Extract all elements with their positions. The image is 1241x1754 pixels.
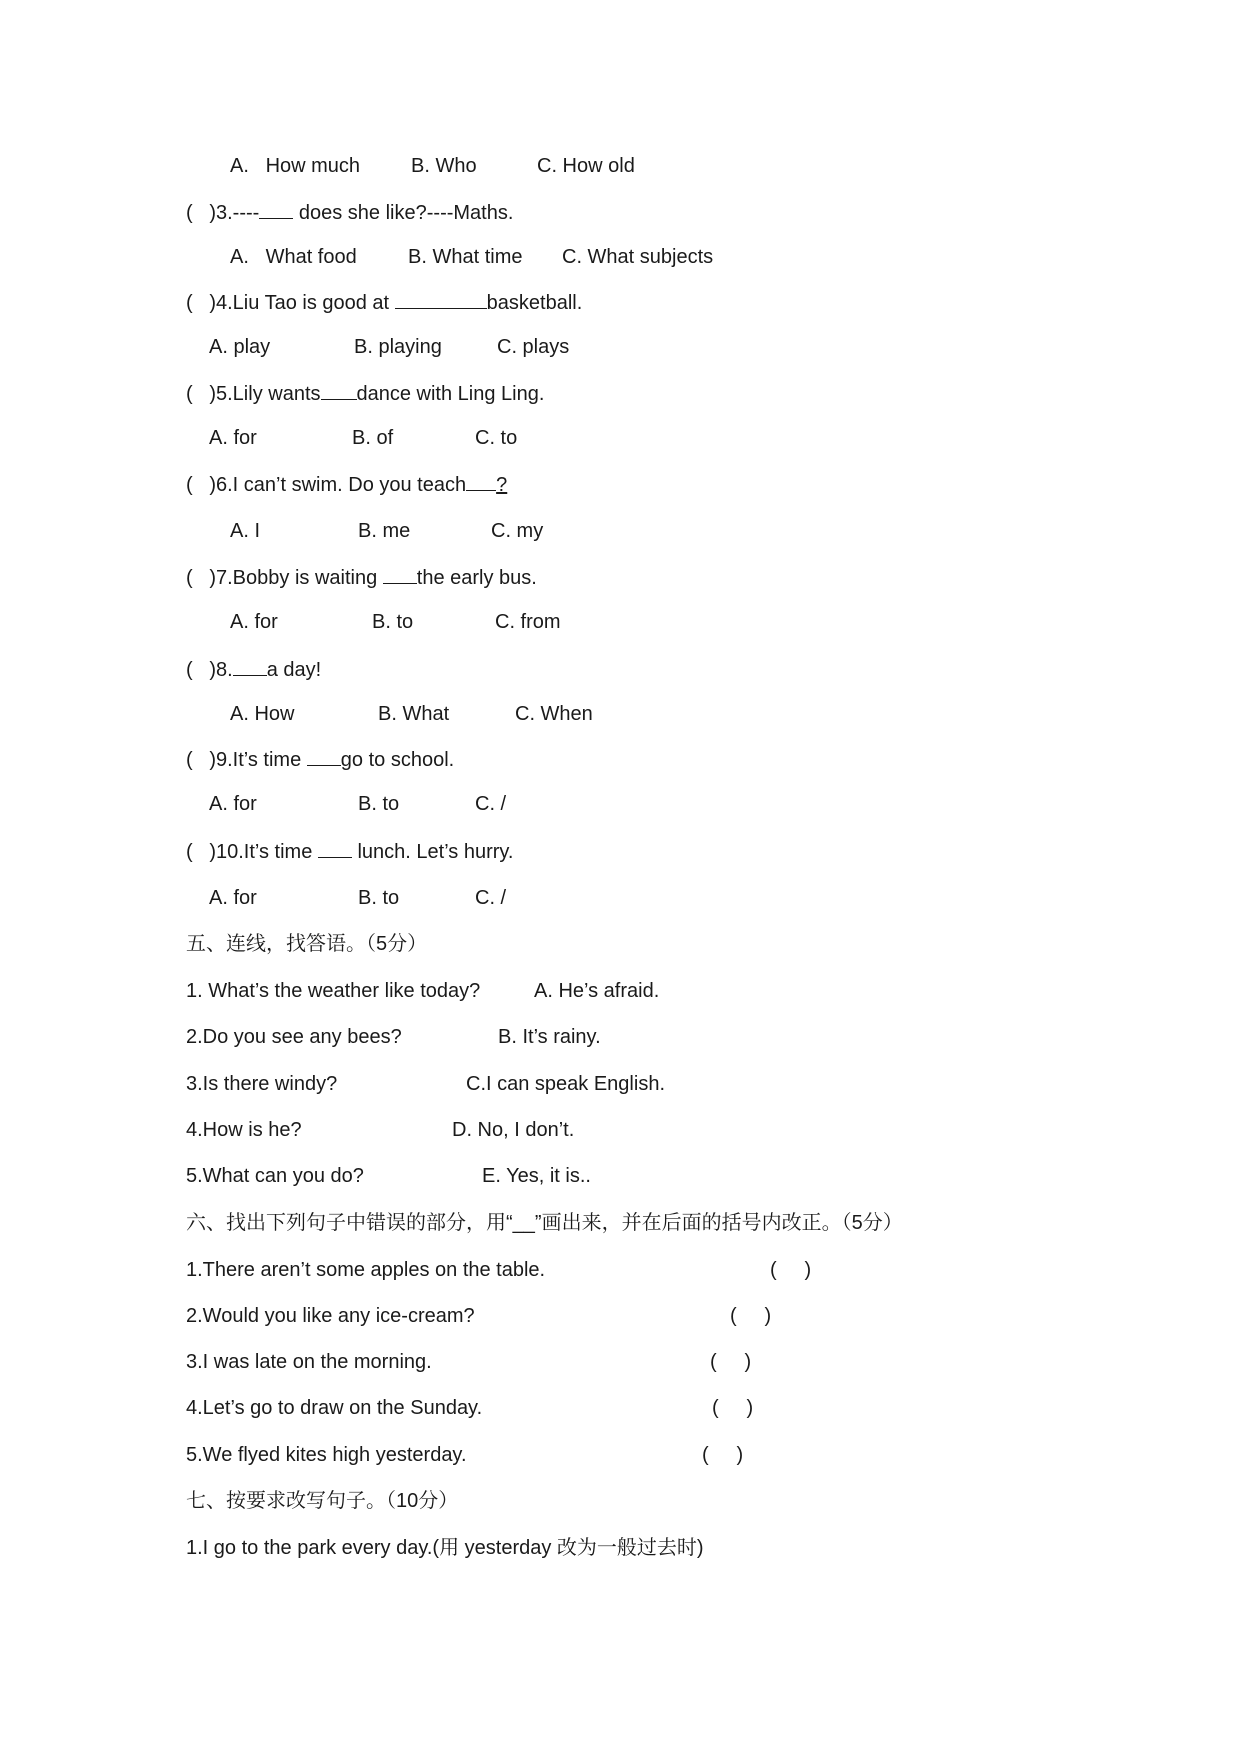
question-3: ( )3.---- does she like?----Maths.: [186, 202, 514, 224]
match-answer: B. It’s rainy.: [498, 1026, 601, 1048]
correction-sentence: 5.We flyed kites high yesterday.: [186, 1444, 467, 1466]
blank[interactable]: [466, 472, 496, 491]
blank[interactable]: [395, 290, 487, 309]
section-heading: 六、找出下列句子中错误的部分，用“__”画出来，并在后面的括号内改正。（5分）: [186, 1212, 903, 1234]
question-10: ( )10.It’s time lunch. Let’s hurry.: [186, 841, 514, 863]
option-b: B. to: [358, 887, 400, 909]
blank[interactable]: [383, 565, 417, 584]
option-b: B. of: [352, 427, 394, 449]
option-c: C. to: [475, 427, 518, 449]
option-a: A. What food: [230, 246, 357, 268]
option-c: C. from: [495, 611, 561, 633]
option-c: C. What subjects: [562, 246, 714, 268]
blank[interactable]: [318, 839, 352, 858]
option-a: A. How: [230, 703, 295, 725]
correction-sentence: 2.Would you like any ice-cream?: [186, 1305, 475, 1327]
match-answer: E. Yes, it is..: [482, 1165, 591, 1187]
option-a: A. for: [209, 427, 257, 449]
blank[interactable]: [259, 200, 293, 219]
match-question: 4.How is he?: [186, 1119, 302, 1141]
option-b: B. What time: [408, 246, 523, 268]
correction-brackets[interactable]: ( ): [770, 1259, 812, 1281]
blank[interactable]: [321, 381, 357, 400]
correction-sentence: 1.There aren’t some apples on the table.: [186, 1259, 546, 1281]
question-6: ( )6.I can’t swim. Do you teach ?: [186, 474, 508, 496]
match-question: 1. What’s the weather like today?: [186, 980, 481, 1002]
question-7: ( )7.Bobby is waiting the early bus.: [186, 567, 537, 589]
option-b: B. Who: [411, 155, 477, 177]
option-b: B. What: [378, 703, 450, 725]
answer-paren[interactable]: (: [186, 659, 193, 681]
answer-paren[interactable]: (: [186, 749, 193, 771]
match-answer: D. No, I don’t.: [452, 1119, 575, 1141]
option-a: A. for: [209, 793, 257, 815]
option-a: A. for: [209, 887, 257, 909]
question-5: ( )5.Lily wants dance with Ling Ling.: [186, 383, 545, 405]
section-heading: 七、按要求改写句子。（10分）: [186, 1490, 459, 1512]
match-answer: A. He’s afraid.: [534, 980, 660, 1002]
answer-paren[interactable]: (: [186, 383, 193, 405]
option-c: C. How old: [537, 155, 635, 177]
option-b: B. to: [358, 793, 400, 815]
answer-paren[interactable]: (: [186, 292, 193, 314]
section-heading: 五、连线，找答语。（5分）: [186, 933, 428, 955]
correction-brackets[interactable]: ( ): [712, 1397, 754, 1419]
match-question: 3.Is there windy?: [186, 1073, 338, 1095]
question-8: ( )8. a day!: [186, 659, 322, 681]
question-4: ( )4.Liu Tao is good at basketball.: [186, 292, 583, 314]
answer-paren[interactable]: (: [186, 474, 193, 496]
match-question: 2.Do you see any bees?: [186, 1026, 402, 1048]
match-question: 5.What can you do?: [186, 1165, 364, 1187]
blank[interactable]: [233, 657, 267, 676]
option-a: A. How much: [230, 155, 361, 177]
answer-paren[interactable]: (: [186, 202, 193, 224]
correction-brackets[interactable]: ( ): [730, 1305, 772, 1327]
question-9: ( )9.It’s time go to school.: [186, 749, 455, 771]
option-b: B. to: [372, 611, 414, 633]
option-b: B. me: [358, 520, 411, 542]
option-c: C. /: [475, 887, 507, 909]
option-a: A. I: [230, 520, 261, 542]
answer-paren[interactable]: (: [186, 567, 193, 589]
correction-sentence: 3.I was late on the morning.: [186, 1351, 432, 1373]
correction-brackets[interactable]: ( ): [710, 1351, 752, 1373]
blank[interactable]: [307, 747, 341, 766]
correction-sentence: 4.Let’s go to draw on the Sunday.: [186, 1397, 483, 1419]
option-c: C. my: [491, 520, 544, 542]
option-a: A. play: [209, 336, 271, 358]
option-c: C. /: [475, 793, 507, 815]
option-c: C. When: [515, 703, 593, 725]
rewrite-sentence: 1.I go to the park every day.(用 yesterday 改为一般过去时): [186, 1537, 704, 1559]
option-b: B. playing: [354, 336, 442, 358]
answer-paren[interactable]: (: [186, 841, 193, 863]
option-a: A. for: [230, 611, 278, 633]
option-c: C. plays: [497, 336, 570, 358]
match-answer: C.I can speak English.: [466, 1073, 665, 1095]
correction-brackets[interactable]: ( ): [702, 1444, 744, 1466]
